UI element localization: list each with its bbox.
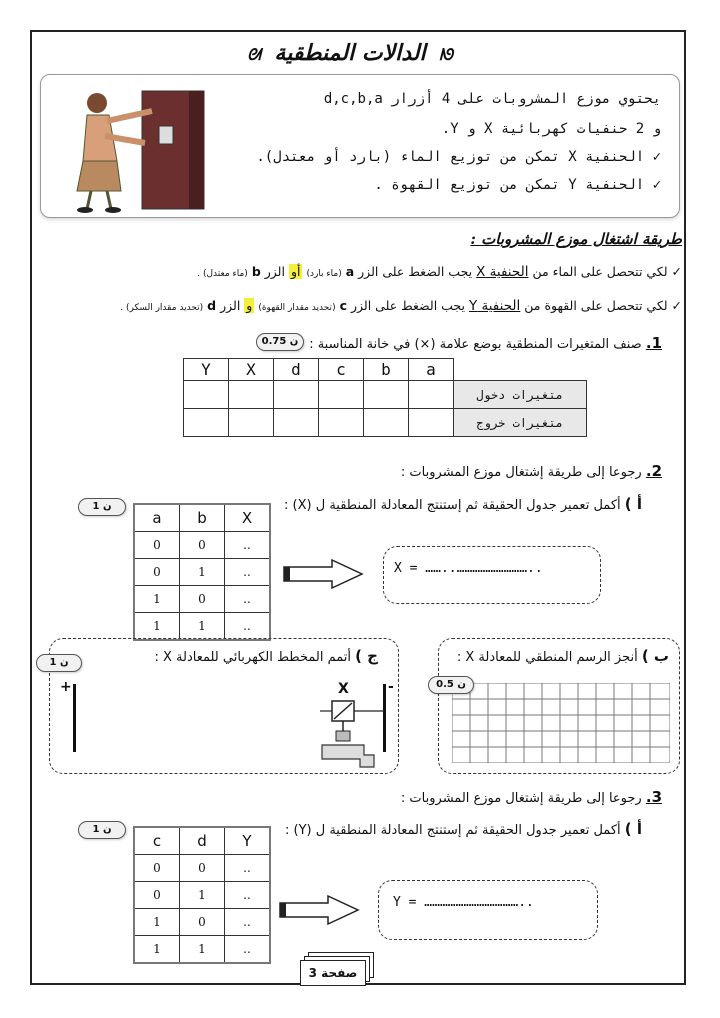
item1-note-2: (ماء معتدل) . xyxy=(197,269,248,279)
q1-col-a: a xyxy=(409,359,454,381)
intro-bullet-2 xyxy=(374,177,661,193)
q1-input-cell[interactable] xyxy=(274,409,319,437)
q1-col-c: c xyxy=(319,359,364,381)
q2-cell: 1 xyxy=(180,559,225,586)
q1-number: 1. xyxy=(645,334,662,352)
plus-rail xyxy=(73,684,76,752)
q1-input-cell[interactable] xyxy=(319,381,364,409)
item2-note-2: (تحديد مقدار السكر) . xyxy=(120,303,204,313)
q3-prompt xyxy=(401,788,662,806)
q2b-panel xyxy=(438,638,680,774)
q2a-score-badge: 1 ن xyxy=(78,498,126,516)
q2b-letter: ب ) xyxy=(641,647,669,665)
q2b-prompt xyxy=(457,647,669,665)
intro-line-2: و 2 حنفيات كهربائية X و Y. xyxy=(441,121,661,137)
q1-input-cell[interactable] xyxy=(184,409,229,437)
q3a-letter: أ ) xyxy=(624,820,642,838)
q2-equation: X = ……..……………………….. xyxy=(394,561,543,576)
page-title xyxy=(200,40,500,66)
q2-prompt xyxy=(401,462,662,480)
check-icon: ✓ xyxy=(671,264,682,279)
intro-line-1: يحتوي موزع المشروبات على 4 أزرار d,c,b,a xyxy=(323,91,661,107)
q3a-prompt xyxy=(285,820,642,838)
q3-equation-box[interactable] xyxy=(378,880,598,940)
q2-output-cell[interactable]: .. xyxy=(225,613,271,641)
q3a-text: أكمل تعمير جدول الحقيقة ثم إستنتج المعادلة المنطقية ل (Y) : xyxy=(284,823,621,838)
q3-output-cell[interactable]: .. xyxy=(225,909,271,936)
check-icon: ✓ xyxy=(671,298,682,313)
q1-row-outputs: متغيرات خروج xyxy=(454,409,587,437)
q2c-text: أتمم المخطط الكهربائي للمعادلة X : xyxy=(154,650,351,665)
item2-and: و xyxy=(246,298,253,313)
q2b-score-badge: 0.5 ن xyxy=(428,676,474,694)
q2-output-cell[interactable]: .. xyxy=(225,586,271,613)
minus-terminal: - xyxy=(388,679,394,695)
q3-cell: 1 xyxy=(134,936,180,964)
method-item-1 xyxy=(197,264,682,280)
title-text: الدالات المنطقية xyxy=(274,40,426,66)
item2-note-1: (تحديد مقدار القهوة) xyxy=(258,303,336,313)
item2-button-c: c xyxy=(339,298,347,313)
method-item-2 xyxy=(120,298,682,314)
item1-or: أو xyxy=(290,264,301,279)
q1-input-cell[interactable] xyxy=(274,381,319,409)
item2-tap: الحنفية Y xyxy=(468,298,521,314)
q2-header-a: a xyxy=(134,504,180,532)
q1-row-inputs: متغيرات دخول xyxy=(454,381,587,409)
item1-button-b: b xyxy=(251,264,261,279)
intro-box xyxy=(40,74,680,218)
q2-arrow-icon xyxy=(282,558,366,590)
item1-button-a: a xyxy=(345,264,355,279)
electro-valve-icon xyxy=(320,697,384,775)
q1-input-cell[interactable] xyxy=(364,381,409,409)
q1-score-badge: 0.75 ن xyxy=(256,333,304,351)
bullet-1-text: الحنفية X تمكن من توزيع الماء (بارد أو معتدل). xyxy=(256,149,645,165)
item1-text-1: لكي تتحصل على الماء من xyxy=(532,264,668,279)
q2-truth-table xyxy=(133,503,271,641)
check-icon: ✓ xyxy=(652,149,661,165)
vending-machine-illustration xyxy=(47,81,217,213)
q2a-letter: أ ) xyxy=(624,495,642,513)
item2-text-2: يجب الضغط على الزر xyxy=(350,298,465,313)
q3-truth-table xyxy=(133,826,271,964)
q3-cell: 0 xyxy=(134,855,180,882)
q3-output-cell[interactable]: .. xyxy=(225,882,271,909)
q3-header-d: d xyxy=(180,827,225,855)
q2b-text: أنجز الرسم المنطقي للمعادلة X : xyxy=(456,650,638,665)
q2-cell: 0 xyxy=(180,532,225,559)
q2-cell: 1 xyxy=(180,613,225,641)
item1-tap: الحنفية X xyxy=(476,264,529,280)
q2-equation-box[interactable] xyxy=(383,546,601,604)
item1-text-2: يجب الضغط على الزر xyxy=(358,264,473,279)
item2-text-3: الزر xyxy=(220,298,241,313)
q3-output-cell[interactable]: .. xyxy=(225,936,271,964)
q1-variables-table xyxy=(183,358,587,437)
q2c-panel xyxy=(49,638,399,774)
q2-header-X: X xyxy=(225,504,271,532)
q3-output-cell[interactable]: .. xyxy=(225,855,271,882)
valve-label: X xyxy=(338,681,349,697)
q2-header-b: b xyxy=(180,504,225,532)
ornament-left-icon: ᘛ xyxy=(247,45,261,64)
q2-cell: 1 xyxy=(134,613,180,641)
q3-cell: 1 xyxy=(180,936,225,964)
logic-grid[interactable] xyxy=(452,683,670,763)
q3-cell: 1 xyxy=(180,882,225,909)
item2-text-1: لكي تتحصل على القهوة من xyxy=(524,298,668,313)
ornament-right-icon: ᘚ xyxy=(439,45,453,64)
q2a-text: أكمل تعمير جدول الحقيقة ثم إستنتج المعادلة المنطقية ل (X) : xyxy=(284,498,621,513)
q1-input-cell[interactable] xyxy=(409,381,454,409)
q3-arrow-icon xyxy=(278,894,362,926)
q2c-score-badge: 1 ن xyxy=(36,654,82,672)
q1-input-cell[interactable] xyxy=(229,409,274,437)
q1-col-d: d xyxy=(274,359,319,381)
q3-cell: 0 xyxy=(180,909,225,936)
plus-terminal: + xyxy=(60,679,72,695)
q1-prompt xyxy=(309,334,662,352)
q2c-letter: ج ) xyxy=(355,647,378,665)
q1-input-cell[interactable] xyxy=(184,381,229,409)
q3-cell: 0 xyxy=(180,855,225,882)
q2-number: 2. xyxy=(645,462,662,480)
q1-col-X: X xyxy=(229,359,274,381)
intro-bullet-1 xyxy=(256,149,661,165)
item1-note-1: (ماء بارد) xyxy=(306,269,342,279)
q1-input-cell[interactable] xyxy=(229,381,274,409)
q2c-prompt xyxy=(154,647,378,665)
q3-number: 3. xyxy=(645,788,662,806)
q3-intro: رجوعا إلى طريقة إشتغال موزع المشروبات : xyxy=(400,791,642,806)
q1-col-Y: Y xyxy=(184,359,229,381)
q2-cell: 0 xyxy=(134,559,180,586)
q3-cell: 1 xyxy=(134,909,180,936)
q1-text: صنف المتغيرات المنطقية بوضع علامة (×) في خانة المناسبة : xyxy=(309,337,642,352)
item2-button-d: d xyxy=(207,298,217,313)
q1-input-cell[interactable] xyxy=(364,409,409,437)
q3-cell: 0 xyxy=(134,882,180,909)
q3-equation: Y = ……………………………….. xyxy=(393,895,534,910)
q2-cell: 0 xyxy=(134,532,180,559)
q3-header-Y: Y xyxy=(225,827,271,855)
q3-header-c: c xyxy=(134,827,180,855)
q2-intro: رجوعا إلى طريقة إشتغال موزع المشروبات : xyxy=(400,465,642,480)
method-heading: طريقة اشتغال موزع المشروبات : xyxy=(470,230,682,248)
bullet-2-text: الحنفية Y تمكن من توزيع القهوة . xyxy=(374,177,645,193)
q2a-prompt xyxy=(284,495,642,513)
item1-text-3: الزر xyxy=(264,264,285,279)
page-number-label: صفحة 3 xyxy=(300,960,366,986)
q3a-score-badge: 1 ن xyxy=(78,821,126,839)
q1-input-cell[interactable] xyxy=(319,409,364,437)
q2-cell: 1 xyxy=(134,586,180,613)
check-icon: ✓ xyxy=(652,177,661,193)
q2-output-cell[interactable]: .. xyxy=(225,532,271,559)
q2-output-cell[interactable]: .. xyxy=(225,559,271,586)
q1-col-b: b xyxy=(364,359,409,381)
q1-input-cell[interactable] xyxy=(409,409,454,437)
q2-cell: 0 xyxy=(180,586,225,613)
